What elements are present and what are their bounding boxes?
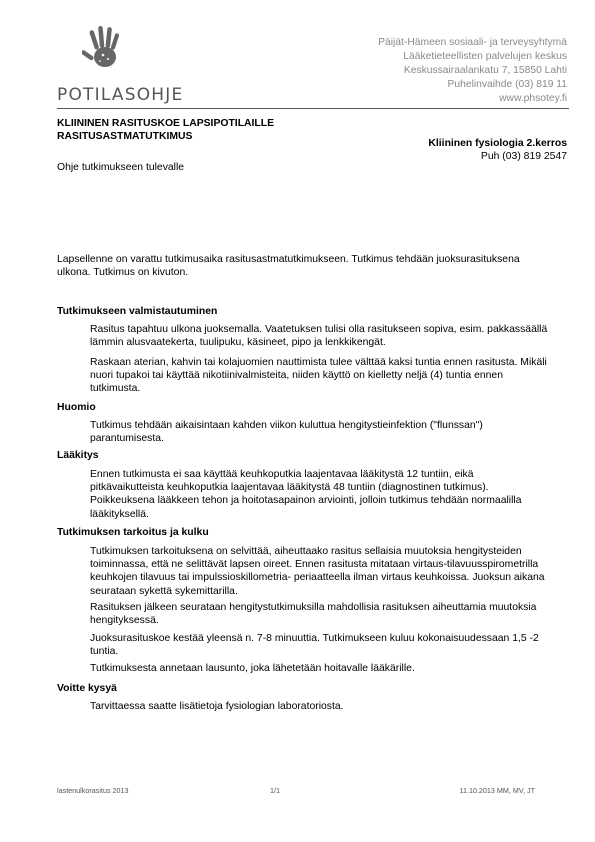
section-paragraph: Juoksurasituskoe kestää yleensä n. 7-8 minuuttia. Tutkimukseen kuluu kokonaisuudessaan 1,5 -2 tuntia.	[90, 633, 539, 658]
section-paragraph: Tutkimuksen tarkoituksena on selvittää, aiheuttaako rasitus sellaisia muutoksia hengitysteiden toiminnassa, että ne selittävät lapsen oireet. Ennen rasitusta mitataan virtaus-tilavuusspirometrilla keuhkojen tilavuus tai impulssioskillometria- periaatteella ilman virtaus keuhkoissa. Juoksun aikana seurataan sykettä sykemittarilla.	[90, 546, 545, 597]
org-website: www.phsotey.fi	[499, 93, 567, 104]
section-paragraph: Rasitus tapahtuu ulkona juoksemalla. Vaatetuksen tulisi olla rasitukseen sopiva, esim. pakkassäällä lämmin alusvaatekerta, tuulipuku, käsineet, pipo ja lenkkikengät.	[90, 324, 548, 349]
footer-document-id: lastenulkorasitus 2013	[57, 786, 129, 795]
section-paragraph: Tutkimuksesta annetaan lausunto, joka lähetetään hoitavalle lääkärille.	[90, 663, 415, 674]
title-line-1: KLIININEN RASITUSKOE LAPSIPOTILAILLE	[57, 118, 275, 129]
section-paragraph: Tarvittaessa saatte lisätietoja fysiologian laboratoriosta.	[90, 701, 344, 712]
organization-info	[378, 36, 567, 106]
section-paragraph: Rasituksen jälkeen seurataan hengitystutkimuksilla mahdollisia rasituksen aiheuttamia muutoksia hengityksessä.	[90, 602, 537, 627]
org-phone: Puhelinvaihde (03) 819 11	[447, 79, 567, 90]
hand-icon	[82, 24, 128, 72]
section-heading-purpose: Tutkimuksen tarkoitus ja kulku	[57, 527, 209, 538]
header-divider	[57, 108, 569, 109]
org-unit: Lääketieteellisten palvelujen keskus	[403, 51, 567, 62]
department-info	[428, 137, 567, 163]
intro-paragraph: Lapsellenne on varattu tutkimusaika rasitusastmatutkimukseen. Tutkimus tehdään juoksurasituksena ulkona. Tutkimus on kivuton.	[57, 254, 520, 279]
section-heading-medication: Lääkitys	[57, 450, 99, 461]
section-paragraph: Ennen tutkimusta ei saa käyttää keuhkoputkia laajentavaa lääkitystä 12 tuntiin, eikä pitkävaikutteista keuhkoputkia laajentavaa lääkitystä 48 tuntiin (diagnostinen tutkimus). Poikkeuksena lääkkeen tehon ja hoitotasapainon arviointi, jolloin tutkimus tehdään normaalilla lääkityksellä.	[90, 469, 522, 520]
brand-title: POTILASOHJE	[57, 85, 184, 105]
title-line-2: RASITUSASTMATUTKIMUS	[57, 130, 193, 142]
section-heading-note: Huomio	[57, 402, 96, 413]
document-title	[57, 118, 274, 143]
section-paragraph: Tutkimus tehdään aikaisintaan kahden viikon kuluttua hengitystieinfektion ("flunssan") parantumisesta.	[90, 420, 483, 445]
department-name: Kliininen fysiologia 2.kerros	[428, 138, 567, 149]
department-phone: Puh (03) 819 2547	[480, 151, 567, 162]
org-address: Keskussairaalankatu 7, 15850 Lahti	[403, 65, 567, 76]
org-name: Päijät-Hämeen sosiaali- ja terveysyhtymä	[378, 37, 567, 48]
document-subtitle: Ohje tutkimukseen tulevalle	[57, 162, 185, 173]
footer-date-authors: 11.10.2013 MM, MV, JT	[459, 786, 535, 795]
section-heading-preparation: Tutkimukseen valmistautuminen	[57, 306, 218, 317]
footer-page-number: 1/1	[270, 786, 280, 795]
section-heading-questions: Voitte kysyä	[57, 683, 117, 694]
section-paragraph: Raskaan aterian, kahvin tai kolajuomien nauttimista tulee välttää kaksi tuntia ennen rasitusta. Mikäli nuori tupakoi tai käyttää nikotiinivalmisteita, niiden käyttö on kielletty neljä (4) tuntia ennen tutkimusta.	[90, 357, 547, 395]
